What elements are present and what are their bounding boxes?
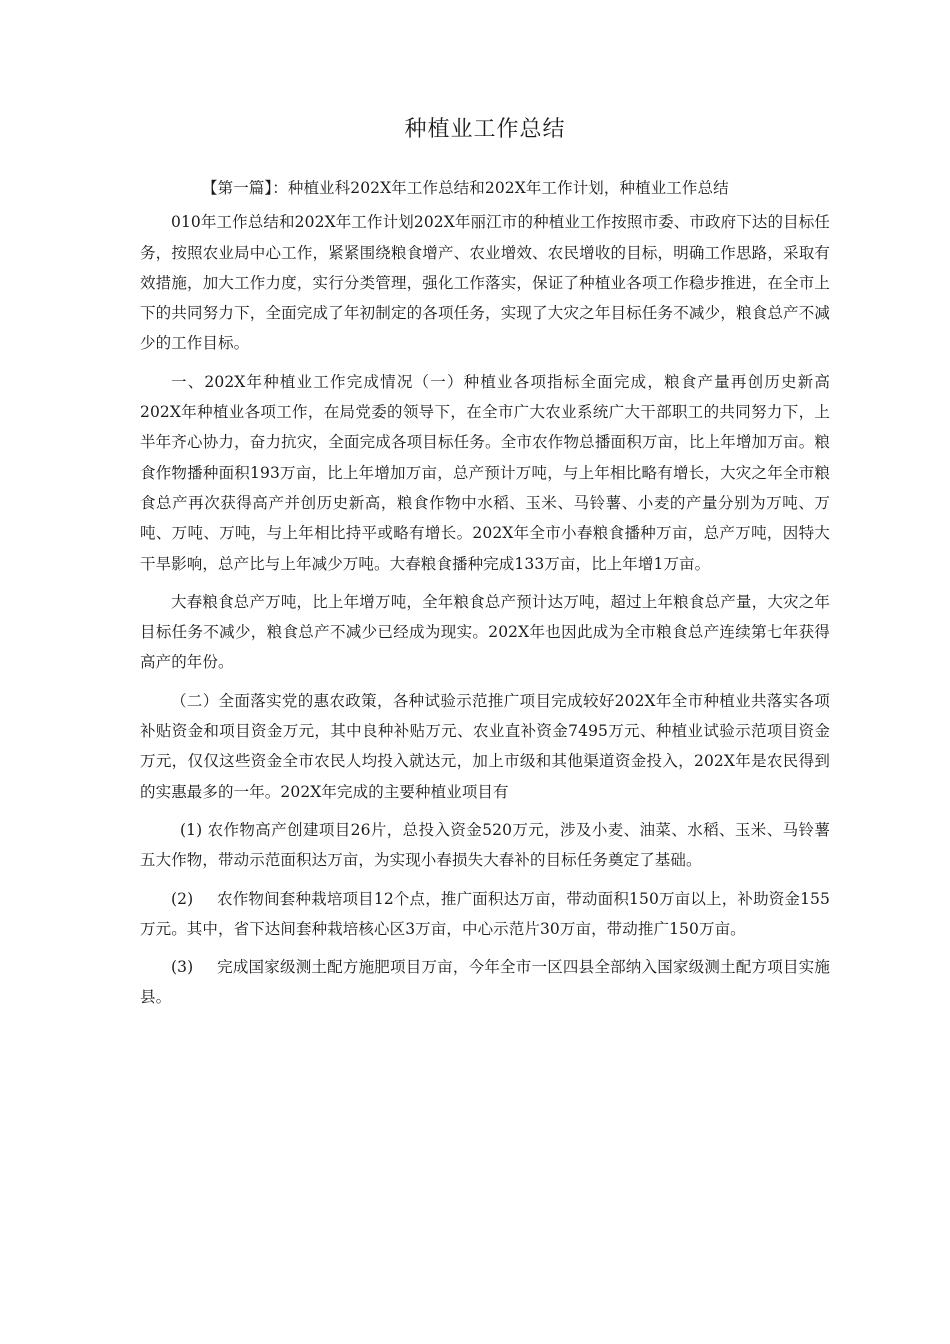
document-title: 种植业工作总结 — [404, 117, 566, 142]
item-3-text: 完成国家级测土配方施肥项目万亩，今年全市一区四县全部纳入国家级测土配方项目实施县。 — [140, 958, 830, 1007]
item-2-label: (2) — [171, 889, 194, 908]
item-2-paragraph — [140, 884, 830, 945]
item-1-paragraph: (1) 农作物高产创建项目26片，总投入资金520万元，涉及小麦、油菜、水稻、玉米、马铃薯五大作物，带动示范面积达万亩，为实现小春损失大春补的目标任务奠定了基础。 — [140, 820, 830, 870]
item-2-text: 农作物间套种栽培项目12个点，推广面积达万亩，带动面积150万亩以上，补助资金155万元。其中，省下达间套种栽培核心区3万亩，中心示范片30万亩，带动推广150万亩。 — [140, 889, 830, 938]
summary-paragraph: 010年工作总结和202X年工作计划202X年丽江市的种植业工作按照市委、市政府下达的目标任务，按照农业局中心工作，紧紧围绕粮食增产、农业增效、农民增收的目标，明确工作思路，采取有效措施，加大工作力度，实行分类管理，强化工作落实，保证了种植业各项工作稳步推进，在全市上下的共同努力下，全面完成了年初制定的各项任务，实现了大灾之年目标任务不减少，粮食总产不减少的工作目标。 — [140, 213, 830, 353]
document-page — [140, 112, 830, 1021]
item-3-label: (3) — [171, 958, 194, 977]
grain-output-paragraph: 大春粮食总产万吨，比上年增万吨，全年粮食总产预计达万吨，超过上年粮食总产量，大灾之年目标任务不减少，粮食总产不减少已经成为现实。202X年也因此成为全市粮食总产连续第七年获得高产的年份。 — [140, 592, 830, 672]
intro-heading-paragraph: 【第一篇】：种植业科202X年工作总结和202X年工作计划，种植业工作总结 — [202, 179, 729, 197]
policy-paragraph: （二）全面落实党的惠农政策，各种试验示范推广项目完成较好202X年全市种植业共落实各项补贴资金和项目资金万元，其中良种补贴万元、农业直补资金7495万元、种植业试验示范项目资金万元，仅仅这些资金全市农民人均投入就达元，加上市级和其他渠道资金投入，202X年是农民得到的实惠最多的一年。202X年完成的主要种植业项目有 — [140, 691, 830, 801]
section-one-paragraph: 一、202X年种植业工作完成情况（一）种植业各项指标全面完成，粮食产量再创历史新高202X年种植业各项工作，在局党委的领导下，在全市广大农业系统广大干部职工的共同努力下，上半年齐心协力，奋力抗灾，全面完成各项目标任务。全市农作物总播面积万亩，比上年增加万亩。粮食作物播种面积193万亩，比上年增加万亩，总产预计万吨，与上年相比略有增长，大灾之年全市粮食总产再次获得高产并创历史新高，粮食作物中水稻、玉米、马铃薯、小麦的产量分别为万吨、万吨、万吨、万吨，与上年相比持平或略有增长。202X年全市小春粮食播种万亩，总产万吨，因特大干旱影响，总产比与上年减少万吨。大春粮食播种完成133万亩，比上年增1万亩。 — [140, 372, 830, 573]
item-3-paragraph — [140, 952, 830, 1013]
